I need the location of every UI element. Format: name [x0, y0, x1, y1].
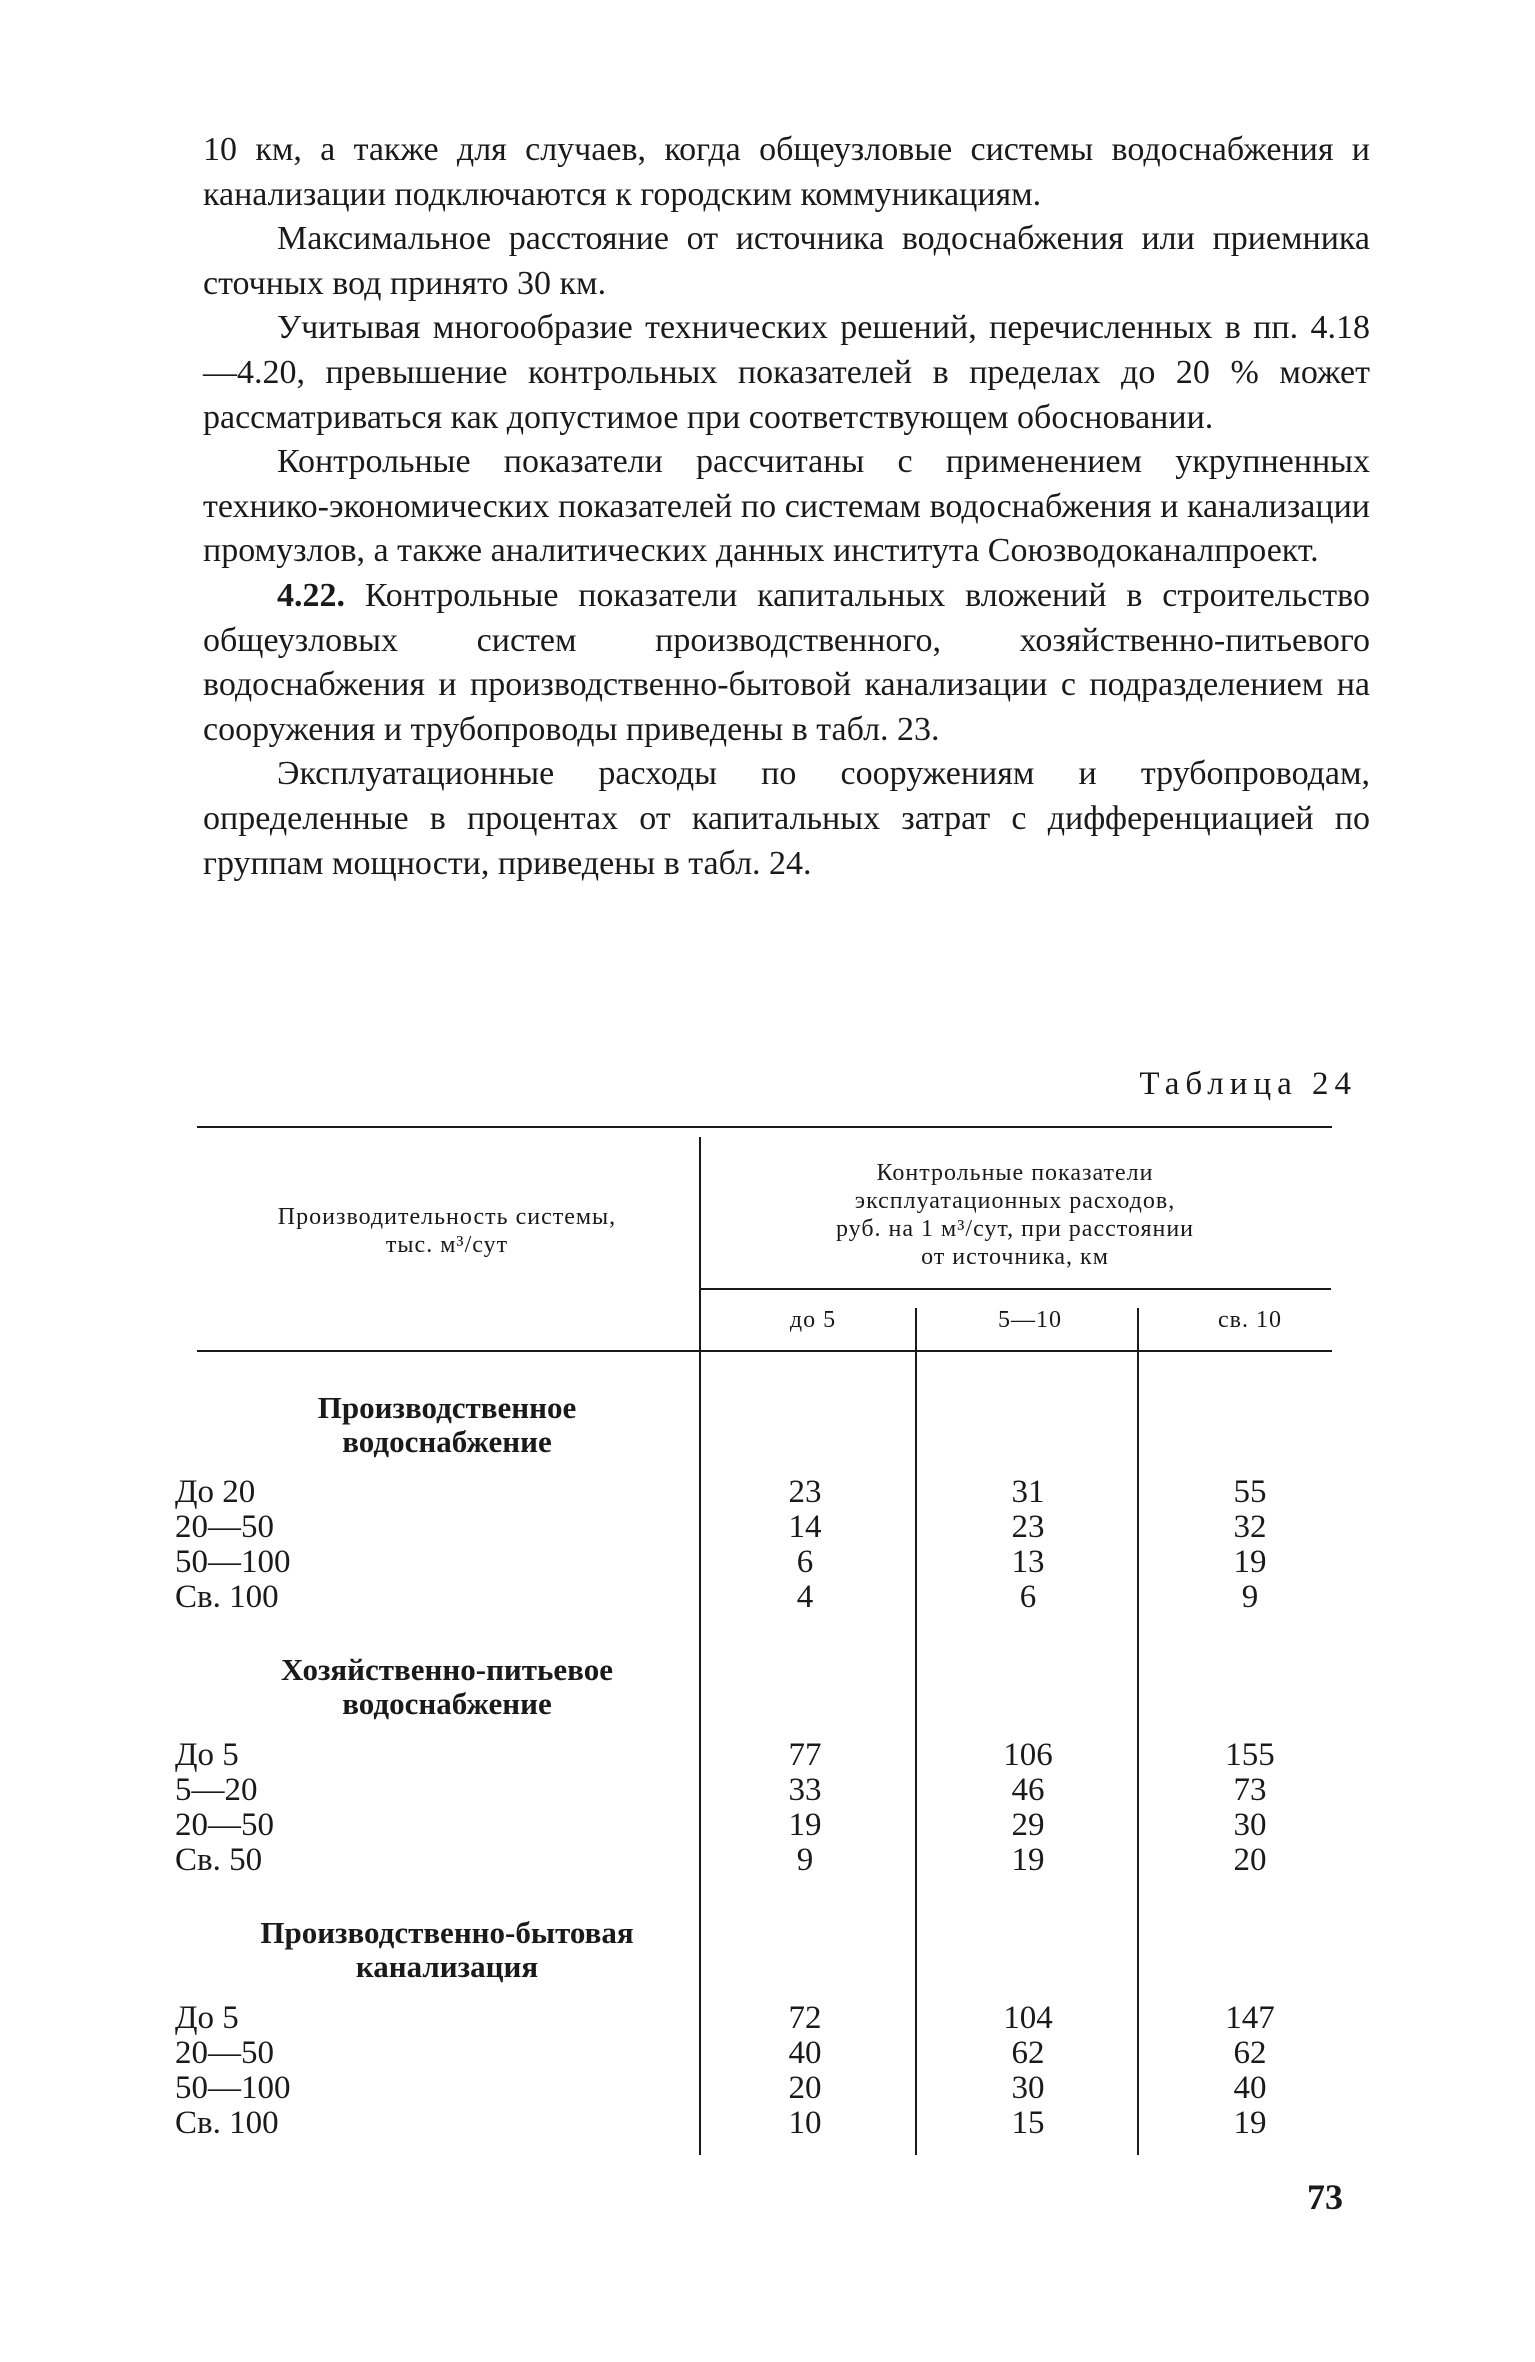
header-indicators-line2: эксплуатационных расходов, [854, 1188, 1176, 1214]
row-label: До 20 [175, 1474, 256, 1510]
paragraph-continuation: 10 км, а также для случаев, когда общеузловые системы водоснабжения и канализации подключаются к городским коммуникациям. [203, 131, 1370, 213]
row-label: Св. 100 [175, 2105, 279, 2141]
cell-value: 30 [1011, 2070, 1045, 2106]
section-title-line2: водоснабжение [342, 1424, 552, 1459]
cell-value: 155 [1225, 1737, 1275, 1773]
header-split-rule [701, 1288, 1331, 1290]
row-label: До 5 [175, 1737, 239, 1773]
header-capacity-line1: Производительность системы, [277, 1204, 617, 1230]
row-label: 20—50 [175, 1509, 274, 1545]
section-title-line1: Хозяйственно-питьевое [281, 1652, 613, 1687]
cell-value: 6 [1019, 1579, 1037, 1615]
cell-value: 104 [1003, 2000, 1053, 2036]
cell-value: 14 [788, 1509, 822, 1545]
cell-value: 77 [788, 1737, 822, 1773]
row-label: 20—50 [175, 2035, 274, 2071]
cell-value: 19 [1233, 1544, 1267, 1580]
section-number: 4.22. [277, 576, 345, 614]
table-caption: Таблица 24 [1139, 1066, 1357, 1102]
cell-value: 40 [788, 2035, 822, 2071]
paragraph-indicators-calculated: Контрольные показатели рассчитаны с применением укрупненных технико-экономических показателей по системам водоснабжения и канализации промузлов, а также аналитических данных института Союзводоканалпроект. [203, 443, 1370, 570]
header-indicators-line1: Контрольные показатели [876, 1160, 1154, 1186]
paragraph-technical-solutions: Учитывая многообразие технических решений, перечисленных в пп. 4.18—4.20, превышение контрольных показателей в пределах до 20 % может рассматриваться как допустимое при соответствующем обосновании. [203, 309, 1370, 436]
body-text [203, 128, 1370, 886]
section-title-line2: водоснабжение [342, 1686, 552, 1721]
header-indicators [705, 1159, 1325, 1271]
cell-value: 62 [1233, 2035, 1267, 2071]
cell-value: 19 [788, 1807, 822, 1843]
section-text: Контрольные показатели капитальных вложений в строительство общеузловых систем производственного, хозяйственно-питьевого водоснабжения и производственно-бытовой канализации с подразделением на сооружения и трубопроводы приведены в табл. 23. [203, 576, 1370, 748]
section-title-line1: Производственно-бытовая [260, 1915, 634, 1950]
table-24 [175, 1123, 1355, 2155]
paragraph-section-4-22 [203, 574, 1370, 752]
cell-value: 9 [1241, 1579, 1259, 1615]
row-label: 20—50 [175, 1807, 274, 1843]
cell-value: 23 [1011, 1509, 1045, 1545]
subheader-over-10: св. 10 [1218, 1307, 1282, 1333]
cell-value: 147 [1225, 2000, 1275, 2036]
table-top-rule [197, 1126, 1332, 1128]
section-title-line2: канализация [355, 1949, 539, 1984]
cell-value: 33 [788, 1772, 822, 1808]
header-indicators-line4: от источника, км [921, 1244, 1109, 1270]
row-label: Св. 100 [175, 1579, 279, 1615]
subheader-up-to-5: до 5 [789, 1307, 837, 1333]
cell-value: 10 [788, 2105, 822, 2141]
cell-value: 46 [1011, 1772, 1045, 1808]
header-bottom-rule [197, 1350, 1332, 1352]
section-title-sewerage [197, 1916, 697, 1984]
cell-value: 20 [788, 2070, 822, 2106]
column-divider-3 [1137, 1308, 1139, 2155]
cell-value: 23 [788, 1474, 822, 1510]
row-label: 50—100 [175, 2070, 291, 2106]
section-title-industrial-water [197, 1391, 697, 1459]
cell-value: 29 [1011, 1807, 1045, 1843]
cell-value: 30 [1233, 1807, 1267, 1843]
column-divider-2 [915, 1308, 917, 2155]
cell-value: 40 [1233, 2070, 1267, 2106]
header-indicators-line3: руб. на 1 м³/сут, при расстоянии [835, 1216, 1195, 1242]
cell-value: 15 [1011, 2105, 1045, 2141]
section-title-drinking-water [197, 1653, 697, 1721]
cell-value: 9 [796, 1842, 814, 1878]
row-label: Св. 50 [175, 1842, 263, 1878]
cell-value: 19 [1233, 2105, 1267, 2141]
header-capacity [197, 1203, 697, 1259]
cell-value: 31 [1011, 1474, 1045, 1510]
subheader-5-10: 5—10 [998, 1307, 1062, 1333]
cell-value: 106 [1003, 1737, 1053, 1773]
cell-value: 19 [1011, 1842, 1045, 1878]
column-divider-1 [699, 1137, 701, 2155]
paragraph-operating-costs: Эксплуатационные расходы по сооружениям и трубопроводам, определенные в процентах от капитальных затрат с дифференциацией по группам мощности, приведены в табл. 24. [203, 755, 1370, 882]
section-title-line1: Производственное [317, 1390, 577, 1425]
row-label: До 5 [175, 2000, 239, 2036]
cell-value: 72 [788, 2000, 822, 2036]
cell-value: 55 [1233, 1474, 1267, 1510]
row-label: 50—100 [175, 1544, 291, 1580]
row-label: 5—20 [175, 1772, 258, 1808]
cell-value: 13 [1011, 1544, 1045, 1580]
cell-value: 6 [796, 1544, 814, 1580]
header-capacity-line2: тыс. м³/сут [385, 1232, 509, 1258]
page-number: 73 [1307, 2177, 1343, 2217]
cell-value: 73 [1233, 1772, 1267, 1808]
paragraph-max-distance: Максимальное расстояние от источника водоснабжения или приемника сточных вод принято 30 км. [203, 220, 1370, 302]
cell-value: 62 [1011, 2035, 1045, 2071]
cell-value: 20 [1233, 1842, 1267, 1878]
cell-value: 4 [796, 1579, 814, 1615]
cell-value: 32 [1233, 1509, 1267, 1545]
